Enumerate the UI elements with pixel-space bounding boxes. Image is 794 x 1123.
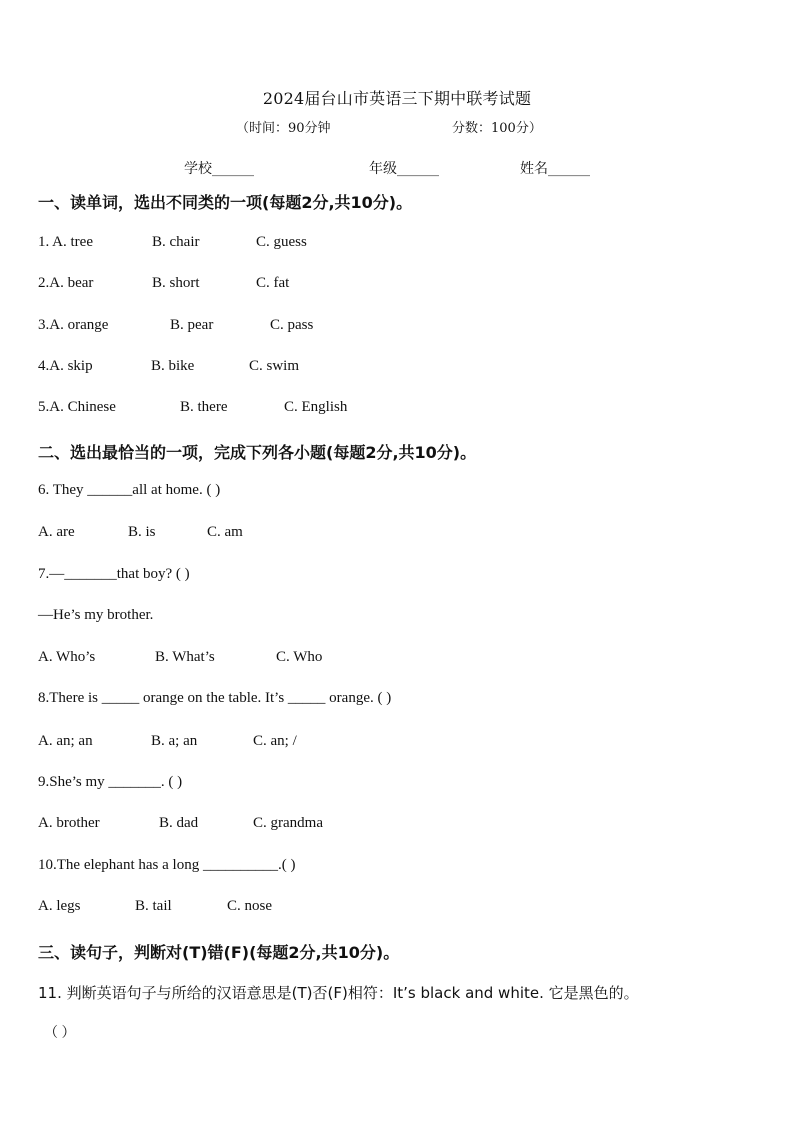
q10-option-a: A. legs xyxy=(38,898,81,914)
q1-option-b: B. chair xyxy=(152,234,200,250)
q7-option-a: A. Who’s xyxy=(38,649,96,665)
q7-option-c: C. Who xyxy=(276,649,323,665)
q5-option-c: C. English xyxy=(284,399,348,415)
q2-option-c: C. fat xyxy=(256,275,290,291)
name-field: 姓名______ xyxy=(520,161,590,177)
q4-option-a: 4.A. skip xyxy=(38,358,93,374)
q5-option-a: 5.A. Chinese xyxy=(38,399,116,415)
q10-option-c: C. nose xyxy=(227,898,272,914)
q6-stem: 6. They ______all at home. ( ) xyxy=(38,482,221,498)
q5-option-b: B. there xyxy=(180,399,228,415)
q8-option-a: A. an; an xyxy=(38,733,93,749)
q4-option-c: C. swim xyxy=(249,358,300,374)
q6-option-c: C. am xyxy=(207,524,243,540)
q2-option-a: 2.A. bear xyxy=(38,275,94,291)
exam-score: 分数：100分） xyxy=(452,121,542,136)
q1-option-a: 1. A. tree xyxy=(38,234,93,250)
q10-stem: 10.The elephant has a long __________.( ) xyxy=(38,857,296,873)
q3-option-a: 3.A. orange xyxy=(38,317,109,333)
page-title: 2024届台山市英语三下期中联考试题 xyxy=(262,89,532,108)
q7-stem: 7.—_______that boy? ( ) xyxy=(38,566,190,582)
exam-time: （时间：90分钟 xyxy=(236,121,331,136)
q8-stem: 8.There is _____ orange on the table. It’s _____ orange. ( ) xyxy=(38,690,392,706)
q9-option-c: C. grandma xyxy=(253,815,323,831)
q3-option-b: B. pear xyxy=(170,317,214,333)
q7-option-b: B. What’s xyxy=(155,649,215,665)
q11-stem: 11. 判断英语句子与所给的汉语意思是(T)否(F)相符：It’s black and white. 它是黑色的。 xyxy=(38,984,639,1002)
q3-option-c: C. pass xyxy=(270,317,314,333)
q4-option-b: B. bike xyxy=(151,358,195,374)
q7-answer: —He’s my brother. xyxy=(38,607,154,623)
section-1-heading: 一、读单词，选出不同类的一项(每题2分,共10分)。 xyxy=(38,193,413,212)
q9-option-b: B. dad xyxy=(159,815,199,831)
section-2-heading: 二、选出最恰当的一项，完成下列各小题(每题2分,共10分)。 xyxy=(38,443,477,462)
q1-option-c: C. guess xyxy=(256,234,307,250)
school-field: 学校______ xyxy=(184,161,254,177)
q6-option-a: A. are xyxy=(38,524,75,540)
q8-option-b: B. a; an xyxy=(151,733,198,749)
grade-field: 年级______ xyxy=(369,161,439,177)
q9-option-a: A. brother xyxy=(38,815,100,831)
section-3-heading: 三、读句子，判断对(T)错(F)(每题2分,共10分)。 xyxy=(38,943,400,962)
q10-option-b: B. tail xyxy=(135,898,172,914)
q11-answer-blank: （ ） xyxy=(44,1026,76,1041)
q9-stem: 9.She’s my _______. ( ) xyxy=(38,774,183,790)
q6-option-b: B. is xyxy=(128,524,156,540)
q2-option-b: B. short xyxy=(152,275,200,291)
q8-option-c: C. an; / xyxy=(253,733,297,749)
